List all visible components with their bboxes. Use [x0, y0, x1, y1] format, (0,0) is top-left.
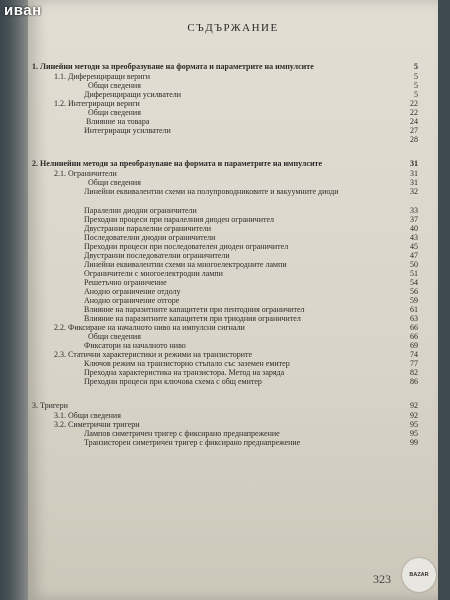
toc-entry — [84, 377, 418, 386]
toc-entry-title: Преходни процеси при последователен диоден ограничител — [84, 242, 289, 251]
toc-entry — [84, 278, 418, 287]
toc-entry — [54, 169, 418, 178]
toc-entry-page: 95 — [410, 429, 418, 438]
toc-entry-title: 3. Тригери — [32, 401, 68, 410]
toc-entry — [54, 420, 418, 429]
toc-entry-page: 27 — [410, 126, 418, 135]
toc-entry-page: 45 — [410, 242, 418, 251]
toc-entry — [84, 296, 418, 305]
toc-entry-page: 5 — [414, 90, 418, 99]
toc-entry-title: Двустранни последователни ограничители — [84, 251, 230, 260]
toc-entry-page: 77 — [410, 359, 418, 368]
toc-entry — [84, 260, 418, 269]
book-page — [28, 0, 438, 600]
toc-entry-page: 22 — [410, 99, 418, 108]
toc-entry-page: 32 — [410, 187, 418, 196]
page-number: 323 — [373, 572, 391, 586]
toc-entry-page: 31 — [410, 169, 418, 178]
toc-entry-page: 95 — [410, 420, 418, 429]
toc-entry-title: Лампов симетричен тригер с фиксирано преднапрежение — [84, 429, 280, 438]
toc-entry-page: 43 — [410, 233, 418, 242]
toc-entry-page: 33 — [410, 206, 418, 215]
book-edge — [438, 0, 450, 600]
toc-entry — [84, 305, 418, 314]
toc-entry-page: 50 — [410, 260, 418, 269]
toc-entry — [84, 187, 418, 196]
toc-entry-title: Общи сведения — [88, 108, 141, 117]
toc-entry-page: 37 — [410, 215, 418, 224]
toc-entry-title: Преходни процеси при паралелния диоден ограничител — [84, 215, 275, 224]
toc-entry-title: Ключов режим на транзисторно стъпало със заземен емитер — [84, 359, 290, 368]
toc-entry — [84, 135, 418, 144]
toc-entry-title: 2. Нелинейни методи за преобразуване на формата и параметрите на импулсите — [32, 159, 323, 168]
toc-entry-page: 56 — [410, 287, 418, 296]
page-title: СЪДЪРЖАНИЕ — [187, 22, 279, 34]
toc-entry — [88, 108, 418, 117]
toc-entry — [84, 251, 418, 260]
toc-entry-page: 47 — [410, 251, 418, 260]
toc-entry — [84, 368, 418, 377]
toc-entry-title: Анодно ограничение отдолу — [84, 287, 181, 296]
toc-entry-page: 51 — [410, 269, 418, 278]
toc-entry-title: Преходни процеси при ключова схема с общ емитер — [84, 377, 262, 386]
toc-entry-title: 1.2. Интегриращи вериги — [54, 99, 140, 108]
toc-entry-title: Последователни диодни ограничители — [84, 233, 216, 242]
toc-entry-page: 5 — [414, 72, 418, 81]
toc-entry — [84, 224, 418, 233]
toc-entry — [84, 215, 418, 224]
toc-entry-title: Влияние на паразитните капацитети при пентодния ограничител — [84, 305, 305, 314]
toc-entry — [84, 126, 418, 135]
toc-entry-title: Фиксатори на началното ниво — [84, 341, 186, 350]
toc-entry-title: 1. Линейни методи за преобразуване на формата и параметрите на импулсите — [32, 62, 314, 71]
toc-entry-page: 82 — [410, 368, 418, 377]
toc-entry-title: Решетъчно ограничение — [84, 278, 167, 287]
toc-entry-title: Анодно ограничение отгоре — [84, 296, 180, 305]
toc-entry-title: Линейни еквивалентни схеми на полупроводниковите и вакуумните диоди — [84, 187, 339, 196]
toc-entry-page: 54 — [410, 278, 418, 287]
toc-entry — [54, 323, 418, 332]
toc-entry-page: 31 — [410, 178, 418, 187]
toc-entry-title: Влияние на паразитните капацитети при триодния ограничител — [84, 314, 301, 323]
toc-entry-title: Общи сведения — [88, 178, 141, 187]
toc-entry — [54, 411, 418, 420]
toc-entry — [84, 206, 418, 215]
toc-entry — [84, 242, 418, 251]
toc-entry — [88, 81, 418, 90]
toc-entry — [32, 62, 418, 71]
toc-entry-title: Линейни еквивалентни схеми на многоелектродните лампи — [84, 260, 287, 269]
toc-entry — [88, 332, 418, 341]
toc-entry-page: 66 — [410, 332, 418, 341]
toc-entry — [54, 72, 418, 81]
toc-entry-title: Паралелни диодни ограничители — [84, 206, 197, 215]
toc-entry-title: 3.2. Симетрични тригери — [54, 420, 140, 429]
toc-entry — [84, 269, 418, 278]
toc-entry-title: 3.1. Общи сведения — [54, 411, 121, 420]
toc-entry-page: 99 — [410, 438, 418, 447]
toc-entry-page: 86 — [410, 377, 418, 386]
toc-entry-page: 59 — [410, 296, 418, 305]
toc-entry-title: 2.3. Статични характеристики и режими на транзисторите — [54, 350, 253, 359]
toc-entry — [84, 314, 418, 323]
toc-entry-page: 5 — [414, 62, 418, 71]
toc-entry — [32, 159, 418, 168]
toc-entry-title: Влияние на товара — [86, 117, 150, 126]
toc-entry-page: 31 — [410, 159, 418, 168]
toc-entry-page: 63 — [410, 314, 418, 323]
toc-entry — [86, 117, 418, 126]
toc-entry-title: Интегриращи усилватели — [84, 126, 171, 135]
toc-entry-title: Диференциращи усилватели — [84, 90, 182, 99]
toc-entry-page: 92 — [410, 411, 418, 420]
toc-entry-title: Преходна характеристика на транзистора. Метод на заряда — [84, 368, 285, 377]
toc-entry — [84, 233, 418, 242]
toc-entry-page: 28 — [410, 135, 418, 144]
toc-entry — [54, 350, 418, 359]
toc-entry — [84, 429, 418, 438]
toc-entry — [84, 287, 418, 296]
toc-entry-page: 61 — [410, 305, 418, 314]
toc-entry-page: 66 — [410, 323, 418, 332]
toc-entry — [84, 438, 418, 447]
bazar-logo-icon — [402, 558, 436, 592]
toc-entry-title: Общи сведения — [88, 81, 141, 90]
logo-text: BAZAR — [409, 572, 429, 578]
toc-entry-page: 92 — [410, 401, 418, 410]
toc-entry-page: 69 — [410, 341, 418, 350]
toc-entry-page: 24 — [410, 117, 418, 126]
toc-entry — [84, 341, 418, 350]
toc-entry — [84, 359, 418, 368]
toc-entry-title: 1.1. Диференциращи вериги — [54, 72, 150, 81]
toc-entry — [32, 401, 418, 410]
toc-entry — [54, 99, 418, 108]
toc-entry — [84, 90, 418, 99]
toc-entry-page: 74 — [410, 350, 418, 359]
toc-entry-page: 5 — [414, 81, 418, 90]
toc-entry-title: 2.2. Фиксиране на началното ниво на импулсни сигнали — [54, 323, 245, 332]
toc-entry-title: Транзисторен симетричен тригер с фиксирано преднапрежение — [84, 438, 301, 447]
toc-entry-page: 22 — [410, 108, 418, 117]
toc-entry — [88, 178, 418, 187]
toc-entry-page: 40 — [410, 224, 418, 233]
toc-entry-title: Ограничители с многоелектродни лампи — [84, 269, 223, 278]
watermark-text: иван — [4, 2, 42, 19]
toc-entry-title: Общи сведения — [88, 332, 141, 341]
toc-entry-title: Двустранни паралелни ограничители — [84, 224, 212, 233]
toc-entry-title: 2.1. Ограничители — [54, 169, 117, 178]
